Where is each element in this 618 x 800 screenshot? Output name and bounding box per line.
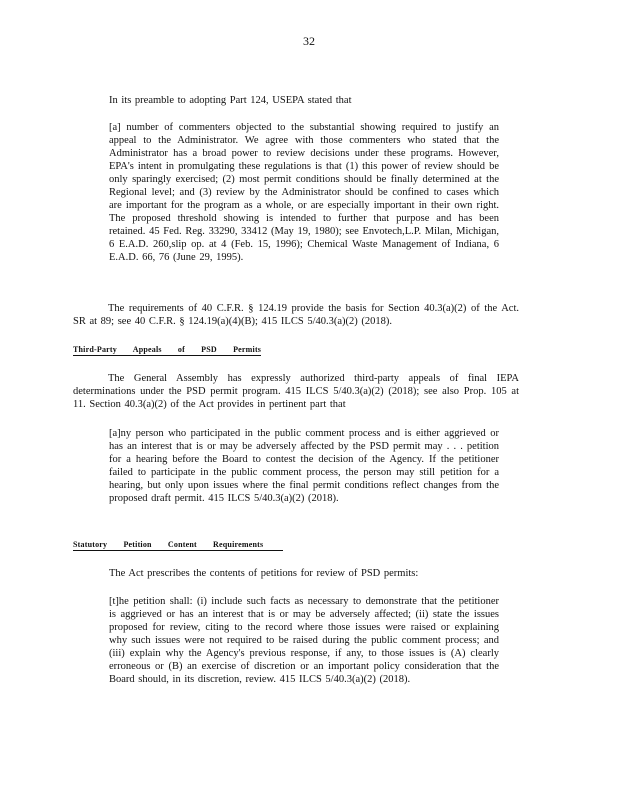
intro-paragraph: In its preamble to adopting Part 124, USEPA stated that bbox=[109, 95, 352, 106]
block-quote-petition-requirements: [t]he petition shall: (i) include such facts as necessary to demonstrate that the petitioner is aggrieved or has an interest that is or may be adversely affected; (ii) state the issues proposed for review, citing to the record where those issues were raised or explaining why such issues were not required to be raised during the public comment process; and (iii) explain why the Agency's previous response, if any, to those issues is (A) clearly erroneous or (B) an exercise of discretion or an important policy consideration that the Board should, in its discretion, review. 415 ILCS 5/40.3(a)(2) (2018). bbox=[109, 596, 499, 685]
general-assembly-paragraph: The General Assembly has expressly authorized third-party appeals of final IEPA determinations under the PSD permit program. 415 ILCS 5/40.3(a)(2) (2018); see also Prop. 105 at 11. Section 40.3(a)(2) of the Act provides in pertinent part that bbox=[73, 373, 519, 410]
block-quote-section-40-3: [a]ny person who participated in the public comment process and is either aggrieved or has an interest that is or may be adversely affected by the PSD permit may . . . petition for a hearing before the Board to contest the decision of the Agency. If the petitioner failed to participate in the public comment process, the person may still petition for a hearing, but only upon issues where the final permit conditions reflect changes from the proposed draft permit. 415 ILCS 5/40.3(a)(2) (2018). bbox=[109, 428, 499, 504]
act-prescribes-paragraph: The Act prescribes the contents of petitions for review of PSD permits: bbox=[109, 568, 419, 579]
section-heading-third-party-appeals: Third-Party Appeals of PSD Permits bbox=[73, 345, 262, 354]
section-heading-petition-content: Statutory Petition Content Requirements bbox=[73, 540, 283, 551]
block-quote-preamble: [a] number of commenters objected to the substantial showing required to justify an appeal to the Administrator. We agree with those commenters who stated that the Administrator has a broad power to review decisions under these programs. However, EPA's intent in promulgating these regulations is that (1) this power of review should be only sparingly exercised; (2) most permit conditions should be finally determined at the Regional level; and (3) review by the Administrator should be confined to cases which are important for the program as a whole, or are especially important in their own right. The proposed threshold showing is intended to further that purpose and has been retained. 45 Fed. Reg. 33290, 33412 (May 19, 1980); see Envotech,L.P. Milan, Michigan, 6 E.A.D. 260,slip op. at 4 (Feb. 15, 1996); Chemical Waste Management of Indiana, 6 E.A.D. 66, 76 (June 29, 1995). bbox=[109, 122, 499, 263]
page-number: 32 bbox=[303, 34, 315, 48]
requirements-paragraph: The requirements of 40 C.F.R. § 124.19 provide the basis for Section 40.3(a)(2) of the Act. SR at 89; see 40 C.F.R. § 124.19(a)(4)(B); 415 ILCS 5/40.3(a)(2) (2018). bbox=[73, 303, 519, 327]
